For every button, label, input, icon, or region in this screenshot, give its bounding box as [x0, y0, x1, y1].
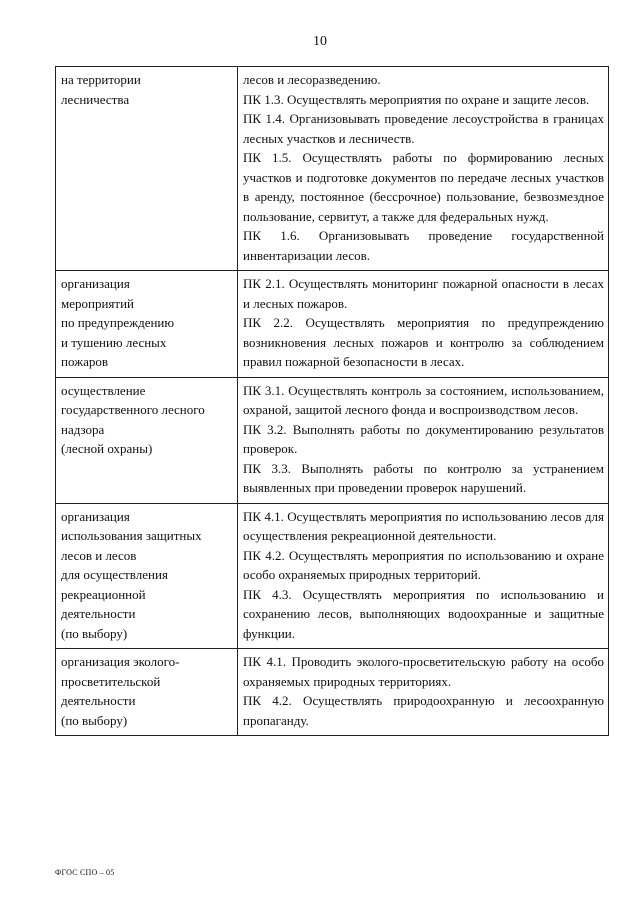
competency-item: ПК 4.2. Осуществлять природоохранную и лесоохранную пропаганду. — [243, 693, 604, 728]
competency-item: ПК 3.1. Осуществлять контроль за состоянием, использованием, охраной, защитой лесного фонда и воспроизводством лесов. — [243, 382, 604, 417]
activity-area-line: государственного лесного — [61, 402, 205, 417]
competency-item: ПК 4.3. Осуществлять мероприятия по использованию и сохранению лесов, выполняющих водоохранные и защитные функции. — [243, 586, 604, 641]
activity-area-line: по предупреждению — [61, 315, 175, 330]
activity-area-line: лесов и лесов — [61, 547, 137, 563]
activity-area-cell — [56, 503, 238, 649]
competency-item: ПК 3.3. Выполнять работы по контролю за устранением выявленных при проведении проверок нарушений. — [243, 460, 604, 495]
activity-area-line: для осуществления — [61, 567, 168, 582]
competencies-cell — [238, 377, 609, 503]
competency-item: ПК 1.5. Осуществлять работы по формированию лесных участков и подготовке документов по передаче лесных участков в аренду, постоянное (бессрочное) пользование, безвозмездное пользование, сервитут, а также для федеральных нужд. — [243, 150, 604, 224]
activity-area-line: (по выбору) — [61, 712, 128, 728]
competency-item: лесов и лесоразведению. — [243, 72, 381, 87]
activity-area-line: деятельности — [61, 606, 136, 621]
competency-item: ПК 1.6. Организовывать проведение государственной инвентаризации лесов. — [243, 228, 604, 263]
competencies-cell — [238, 649, 609, 736]
footer-label: ФГОС СПО – 05 — [55, 868, 115, 877]
activity-area-line: просветительской — [61, 673, 161, 689]
competency-item: ПК 4.1. Осуществлять мероприятия по использованию лесов для осуществления рекреационной деятельности. — [243, 508, 604, 543]
competency-item: ПК 4.1. Проводить эколого-просветительскую работу на особо охраняемых природных территориях. — [243, 654, 604, 689]
competency-item: ПК 4.2. Осуществлять мероприятия по использованию и охране особо охраняемых природных территорий. — [243, 547, 604, 582]
activity-area-line: пожаров — [61, 354, 109, 369]
competency-item: ПК 2.1. Осуществлять мониторинг пожарной опасности в лесах и лесных пожаров. — [243, 276, 604, 311]
activity-area-cell — [56, 649, 238, 736]
activity-area-line: организация — [61, 276, 130, 291]
activity-area-cell — [56, 67, 238, 271]
activity-area-line: организация — [61, 508, 130, 524]
activity-area-line: осуществление — [61, 382, 146, 398]
table-row — [56, 271, 609, 378]
competency-item: ПК 3.2. Выполнять работы по документированию результатов проверок. — [243, 421, 604, 456]
competency-item: ПК 1.4. Организовывать проведение лесоустройства в границах лесных участков и лесничеств. — [243, 111, 604, 146]
table-row — [56, 503, 609, 649]
activity-area-line: надзора — [61, 421, 105, 437]
table-body — [56, 67, 609, 736]
activity-area-line: на территории — [61, 72, 141, 87]
competencies-cell — [238, 67, 609, 271]
activity-area-line: рекреационной — [61, 586, 146, 602]
activity-area-line: (лесной охраны) — [61, 441, 153, 456]
activity-area-cell — [56, 377, 238, 503]
activity-area-line: организация эколого- — [61, 654, 180, 669]
activity-area-line: (по выбору) — [61, 625, 128, 641]
competencies-table — [55, 66, 609, 736]
competencies-cell — [238, 271, 609, 378]
table-row — [56, 377, 609, 503]
activity-area-line: деятельности — [61, 693, 136, 708]
table-row — [56, 649, 609, 736]
competency-item: ПК 2.2. Осуществлять мероприятия по предупреждению возникновения лесных пожаров и контролю за соблюдением правил пожарной безопасности в лесах. — [243, 315, 604, 369]
activity-area-line: лесничества — [61, 91, 130, 107]
competencies-cell — [238, 503, 609, 649]
competency-item: ПК 1.3. Осуществлять мероприятия по охране и защите лесов. — [243, 91, 590, 107]
page-number: 10 — [313, 34, 327, 49]
table-row — [56, 67, 609, 271]
activity-area-cell — [56, 271, 238, 378]
activity-area-line: использования защитных — [61, 528, 202, 543]
activity-area-line: мероприятий — [61, 295, 134, 311]
activity-area-line: и тушению лесных — [61, 334, 167, 350]
